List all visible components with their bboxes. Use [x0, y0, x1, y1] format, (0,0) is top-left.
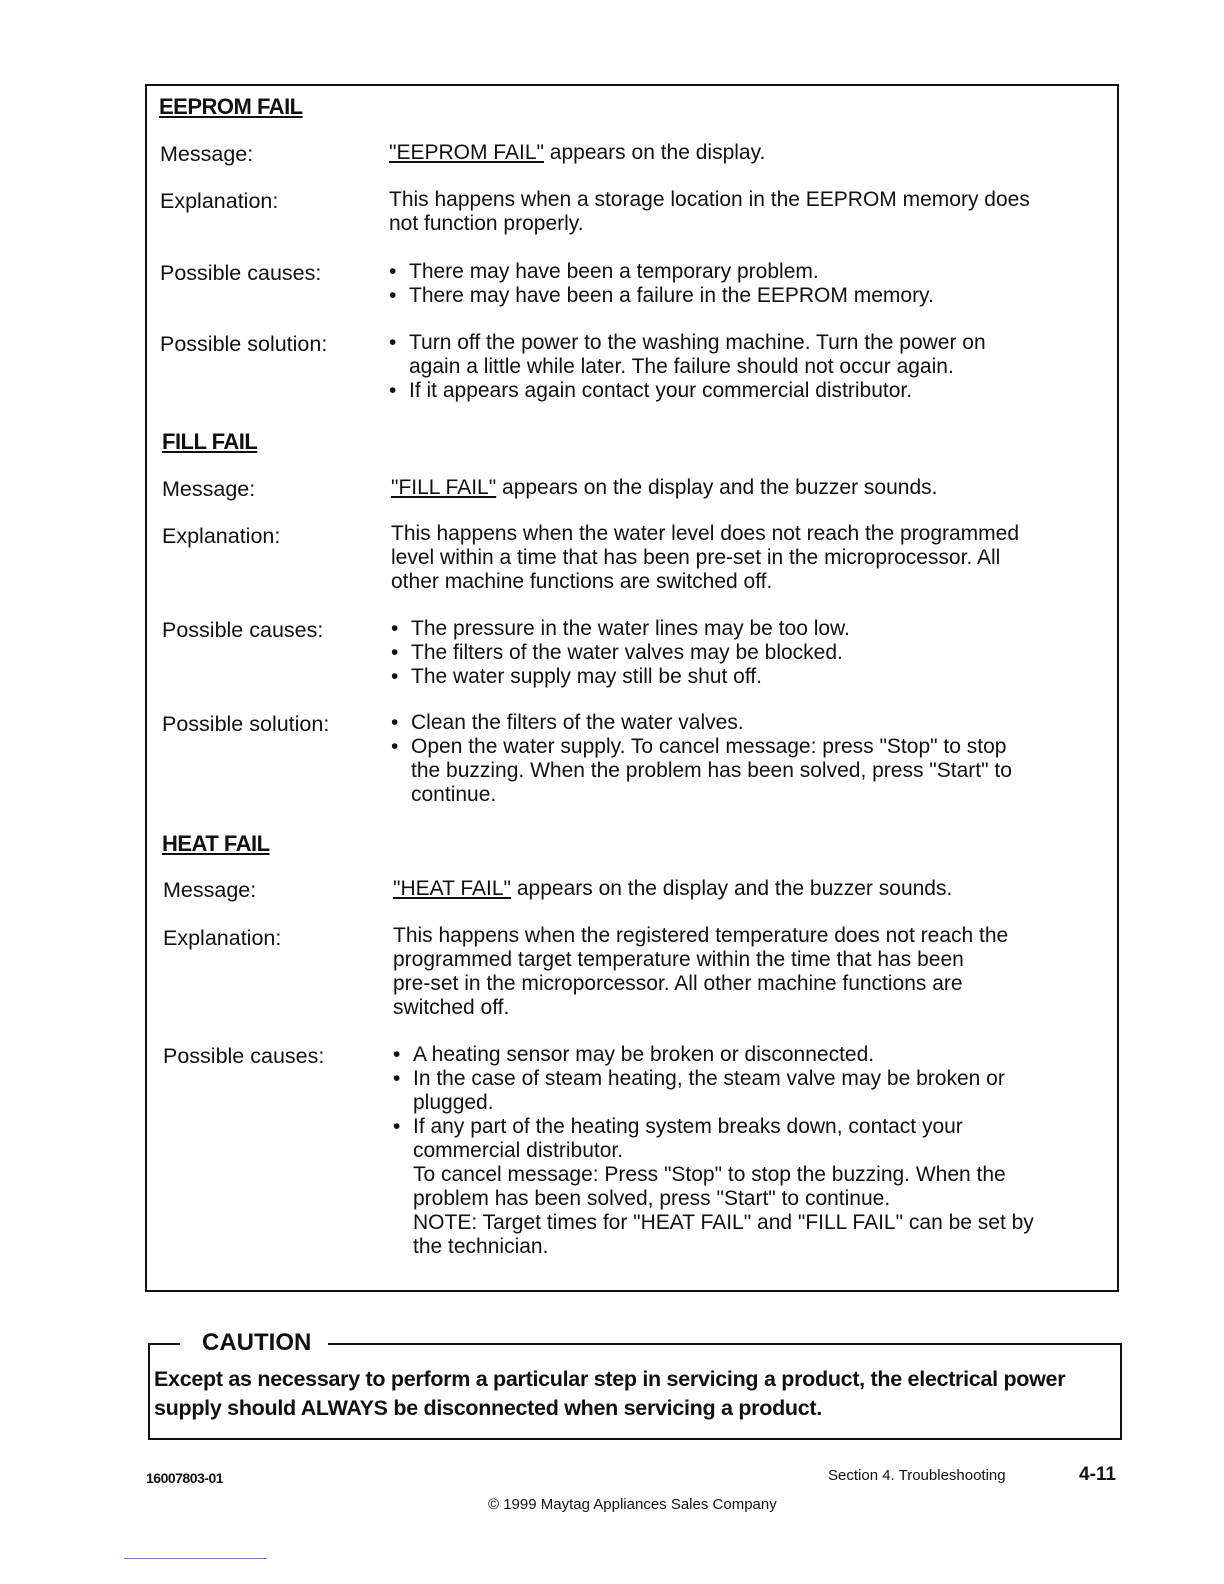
- list-item: • In the case of steam heating, the steam valve may be broken or: [393, 1067, 1005, 1090]
- list-item: • The water supply may still be shut off.: [391, 665, 762, 688]
- label-explanation: Explanation:: [162, 524, 281, 548]
- section-title-fill-fail: FILL FAIL: [162, 429, 258, 454]
- caution-text: Except as necessary to perform a particular step in servicing a product, the electrical power supply should ALWAYS be disconnected when servicing a product.: [154, 1367, 1066, 1420]
- explanation-text: This happens when a storage location in the EEPROM memory does not function properly.: [389, 188, 1030, 235]
- label-explanation: Explanation:: [163, 926, 282, 950]
- label-message: Message:: [160, 142, 254, 166]
- caution-border: [328, 1343, 1122, 1345]
- label-message: Message:: [162, 477, 256, 501]
- divider: [124, 1558, 267, 1559]
- page-number: 4-11: [1079, 1464, 1116, 1485]
- solution-list: • Turn off the power to the washing machine. Turn the power on again a little while later. The failure should not occur again. • If it appears again contact your commercial distributor.: [389, 331, 1089, 403]
- label-possible-solution: Possible solution:: [162, 712, 330, 736]
- list-item: • Turn off the power to the washing machine. Turn the power on: [389, 331, 986, 354]
- list-item: • Open the water supply. To cancel message: press "Stop" to stop: [391, 735, 1007, 758]
- list-item: • A heating sensor may be broken or disconnected.: [393, 1043, 875, 1066]
- causes-list: • A heating sensor may be broken or disconnected. • In the case of steam heating, the steam valve may be broken or plugged. • If any part of the heating system breaks down, contact your commercial distributor. To cancel message: Press "Stop" to stop the buzzing. When the problem has been solved, press "Start" to continue. NOTE: Target times for "HEAT FAIL" and "FILL FAIL" can be set by the technician.: [393, 1043, 1093, 1259]
- list-item: • There may have been a temporary problem.: [389, 260, 819, 283]
- document-number: 16007803-01: [146, 1470, 224, 1486]
- section-label: Section 4. Troubleshooting: [828, 1467, 1006, 1484]
- label-possible-causes: Possible causes:: [162, 618, 324, 642]
- label-message: Message:: [163, 878, 257, 902]
- message-code: "EEPROM FAIL": [389, 141, 544, 164]
- explanation-text: This happens when the water level does not reach the programmed level within a time that has been pre-set in the microprocessor. All other machine functions are switched off.: [391, 522, 1020, 593]
- message-code: "FILL FAIL": [391, 476, 497, 499]
- list-item: • There may have been a failure in the EEPROM memory.: [389, 284, 934, 307]
- label-explanation: Explanation:: [160, 189, 279, 213]
- label-possible-solution: Possible solution:: [160, 332, 328, 356]
- list-item: • If it appears again contact your commercial distributor.: [389, 379, 913, 402]
- list-item: • The pressure in the water lines may be too low.: [391, 617, 850, 640]
- list-item: • The filters of the water valves may be blocked.: [391, 641, 843, 664]
- list-item: • If any part of the heating system breaks down, contact your: [393, 1115, 963, 1138]
- caution-title: CAUTION: [198, 1329, 315, 1357]
- message-code: "HEAT FAIL": [393, 877, 512, 900]
- label-possible-causes: Possible causes:: [160, 261, 322, 285]
- causes-list: [391, 617, 1091, 689]
- caution-border: [148, 1343, 180, 1345]
- message-text: "FILL FAIL" appears on the display and the buzzer sounds.: [391, 476, 938, 499]
- solution-list: • Clean the filters of the water valves. • Open the water supply. To cancel message: press "Stop" to stop the buzzing. When the problem has been solved, press "Start" to continue.: [391, 711, 1091, 807]
- causes-list: [389, 260, 1089, 308]
- message-text: "EEPROM FAIL" appears on the display.: [389, 141, 766, 164]
- troubleshooting-table: [145, 84, 1119, 1292]
- section-title-heat-fail: HEAT FAIL: [162, 831, 270, 856]
- copyright: © 1999 Maytag Appliances Sales Company: [488, 1496, 777, 1513]
- section-title-eeprom-fail: EEPROM FAIL: [159, 94, 303, 119]
- list-item: • Clean the filters of the water valves.: [391, 711, 744, 734]
- label-possible-causes: Possible causes:: [163, 1044, 325, 1068]
- explanation-text: This happens when the registered temperature does not reach the programmed target temperature within the time that has been pre-set in the microporcessor. All other machine functions are switched off.: [393, 924, 1009, 1019]
- message-text: "HEAT FAIL" appears on the display and the buzzer sounds.: [393, 877, 953, 900]
- caution-box: [148, 1329, 1122, 1440]
